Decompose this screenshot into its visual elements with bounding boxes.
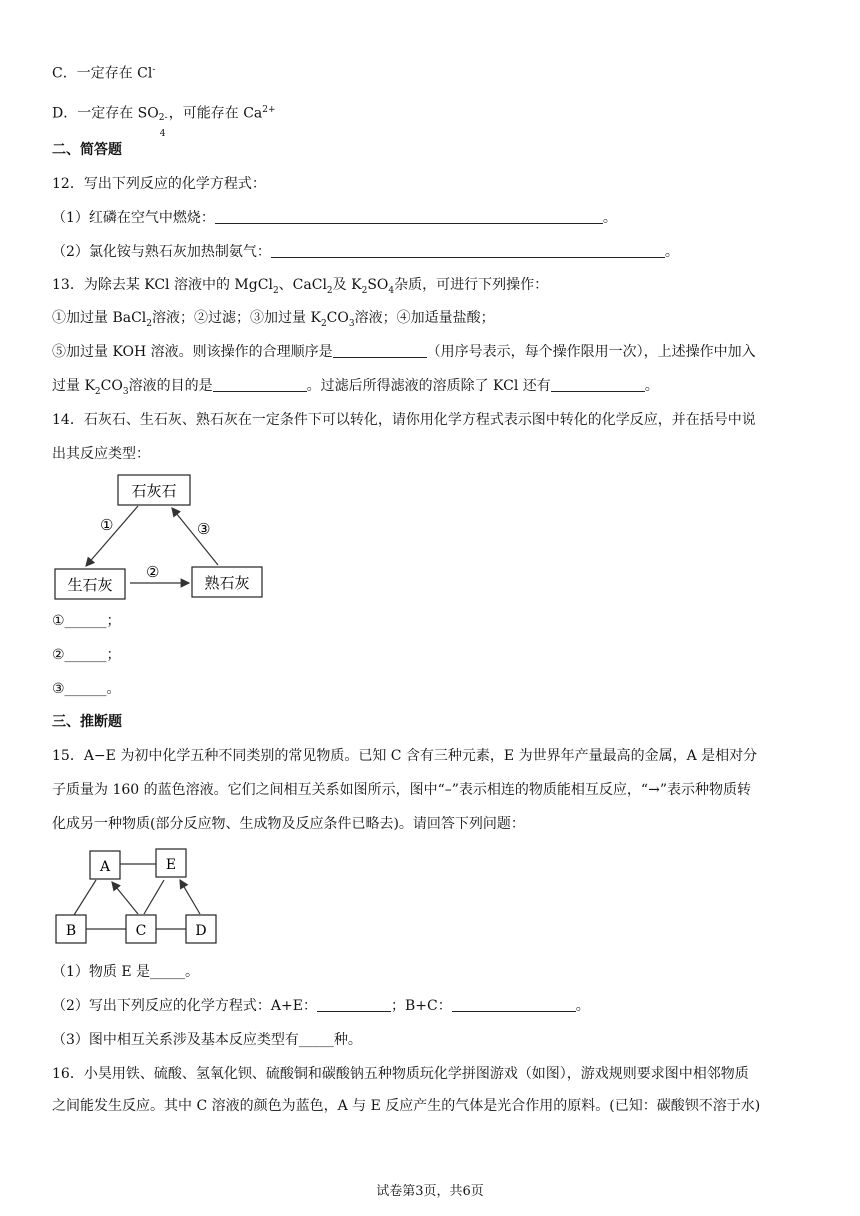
question-13 xyxy=(52,275,548,301)
sulfate-subscript: 4 xyxy=(159,128,166,139)
label-d: D xyxy=(195,923,207,939)
label-c: C xyxy=(135,923,147,939)
q13-solute-blank[interactable] xyxy=(551,377,645,392)
q13-ops3-d: 。过滤后所得滤液的溶质除了 KCl 还有 xyxy=(306,378,551,394)
q15-ae-blank[interactable] xyxy=(317,997,391,1012)
q12-2-text: （2）氯化铵与熟石灰加热制氨气： xyxy=(52,244,271,260)
question-15-line3: 化成另一种物质(部分反应物、生成物及反应条件已略去)。请回答下列问题： xyxy=(52,816,525,832)
inference-diagram xyxy=(52,846,222,948)
q13-sub: 2 xyxy=(94,386,101,397)
slaked-lime-label: 熟石灰 xyxy=(204,574,250,592)
page-footer: 试卷第3页，共6页 xyxy=(376,1184,484,1199)
marker-2: ② xyxy=(146,563,160,581)
question-14-line1: 14．石灰石、生石灰、熟石灰在一定条件下可以转化，请你用化学方程式表示图中转化的化学反应，并在括号中说 xyxy=(52,412,756,428)
q13-text-b: 、CaCl xyxy=(278,277,327,293)
question-12-2 xyxy=(52,242,679,262)
q15-bc-blank[interactable] xyxy=(452,997,576,1012)
sulfate-charge: 2- xyxy=(158,112,168,123)
q13-order-blank[interactable] xyxy=(333,343,427,358)
question-14-line2: 出其反应类型： xyxy=(52,446,150,462)
answer-1: ①______； xyxy=(52,613,121,629)
arrow-1 xyxy=(86,506,138,566)
q13-sub: 2 xyxy=(272,285,279,296)
q13-text-d: SO xyxy=(367,277,389,293)
option-d xyxy=(52,100,276,139)
section-3-heading: 三、推断题 xyxy=(52,714,122,730)
question-15-sub2 xyxy=(52,996,590,1016)
q12-2-blank[interactable] xyxy=(271,243,665,258)
q13-ops2-a: ⑤加过量 KOH 溶液。则该操作的合理顺序是 xyxy=(52,344,333,360)
q13-ops-c: CO xyxy=(326,310,349,326)
question-13-ops3 xyxy=(52,376,659,402)
q12-1-period: 。 xyxy=(602,210,617,226)
question-12: 12．写出下列反应的化学方程式： xyxy=(52,176,266,192)
q13-sub: 2 xyxy=(326,285,333,296)
q13-sub: 2 xyxy=(320,318,327,329)
limestone-cycle-diagram xyxy=(52,470,267,602)
arrow-d-e xyxy=(180,880,200,914)
chloride-charge: - xyxy=(152,65,156,75)
marker-3: ③ xyxy=(197,520,211,538)
question-16-line1: 16．小昊用铁、硫酸、氢氧化钡、硫酸铜和碳酸钠五种物质玩化学拼图游戏（如图），游戏规则要求图中相邻物质 xyxy=(52,1066,749,1082)
q15-s2-text-a: （2）写出下列反应的化学方程式：A+E： xyxy=(52,998,317,1014)
question-13-ops2 xyxy=(52,342,756,362)
q13-ops-a: ①加过量 BaCl xyxy=(52,310,147,326)
arrow-c-a xyxy=(112,882,138,914)
question-16-line2: 之间能发生反应。其中 C 溶液的颜色为蓝色，A 与 E 反应产生的气体是光合作用的原料。(已知：碳酸钡不溶于水) xyxy=(52,1098,761,1114)
link-b-a xyxy=(74,880,96,915)
option-d-text: D．一定存在 SO xyxy=(52,105,159,122)
q13-text-c: 及 K xyxy=(332,277,362,293)
option-c xyxy=(52,60,155,84)
q13-sub: 4 xyxy=(388,285,395,296)
answer-3: ③______。 xyxy=(52,681,121,697)
q13-text-e: 杂质，可进行下列操作： xyxy=(394,277,549,293)
q13-sub: 3 xyxy=(348,318,355,329)
label-b: B xyxy=(65,923,77,939)
q15-s2-text-b: ；B+C： xyxy=(390,998,452,1014)
arrow-3 xyxy=(172,508,218,565)
question-15-line2: 子质量为 160 的蓝色溶液。它们之间相互关系如图所示，图中“–”表示相连的物质能相互反应，“→”表示种物质转 xyxy=(52,782,751,798)
option-c-text: C．一定存在 Cl xyxy=(52,65,153,82)
limestone-label: 石灰石 xyxy=(131,482,177,500)
section-2-heading: 二、简答题 xyxy=(52,142,122,158)
q13-sub: 2 xyxy=(146,318,153,329)
question-13-ops xyxy=(52,308,495,334)
link-c-e xyxy=(144,880,164,914)
q13-sub: 2 xyxy=(361,285,368,296)
q13-purpose-blank[interactable] xyxy=(213,377,307,392)
q13-ops3-c: 溶液的目的是 xyxy=(128,378,213,394)
q13-ops3-a: 过量 K xyxy=(52,378,95,394)
q12-1-blank[interactable] xyxy=(215,209,603,224)
answer-2: ②______； xyxy=(52,647,121,663)
label-e: E xyxy=(165,857,177,873)
q13-period: 。 xyxy=(644,378,659,394)
q13-ops-d: 溶液；④加适量盐酸； xyxy=(354,310,495,326)
q13-sub: 3 xyxy=(122,386,129,397)
q13-ops2-b: （用序号表示，每个操作限用一次），上述操作中加入 xyxy=(426,344,756,360)
q13-text-a: 13．为除去某 KCl 溶液中的 MgCl xyxy=(52,277,273,293)
q13-ops-b: 溶液；②过滤；③加过量 K xyxy=(152,310,321,326)
label-a: A xyxy=(99,859,111,875)
q15-s2-period: 。 xyxy=(575,998,590,1014)
quicklime-label: 生石灰 xyxy=(67,576,113,594)
question-15-sub1: （1）物质 E 是_____。 xyxy=(52,964,200,980)
question-15-sub3: （3）图中相互关系涉及基本反应类型有_____种。 xyxy=(52,1032,362,1048)
q12-1-text: （1）红磷在空气中燃烧： xyxy=(52,210,215,226)
question-12-1 xyxy=(52,208,617,228)
marker-1: ① xyxy=(100,516,114,534)
calcium-charge: 2+ xyxy=(262,105,276,115)
option-d-mid: ，可能存在 Ca xyxy=(168,105,263,122)
question-15-line1: 15．A−E 为初中化学五种不同类别的常见物质。已知 C 含有三种元素，E 为世界年产量最高的金属，A 是相对分 xyxy=(52,748,758,764)
q12-2-period: 。 xyxy=(664,244,679,260)
q13-ops3-b: CO xyxy=(100,378,123,394)
